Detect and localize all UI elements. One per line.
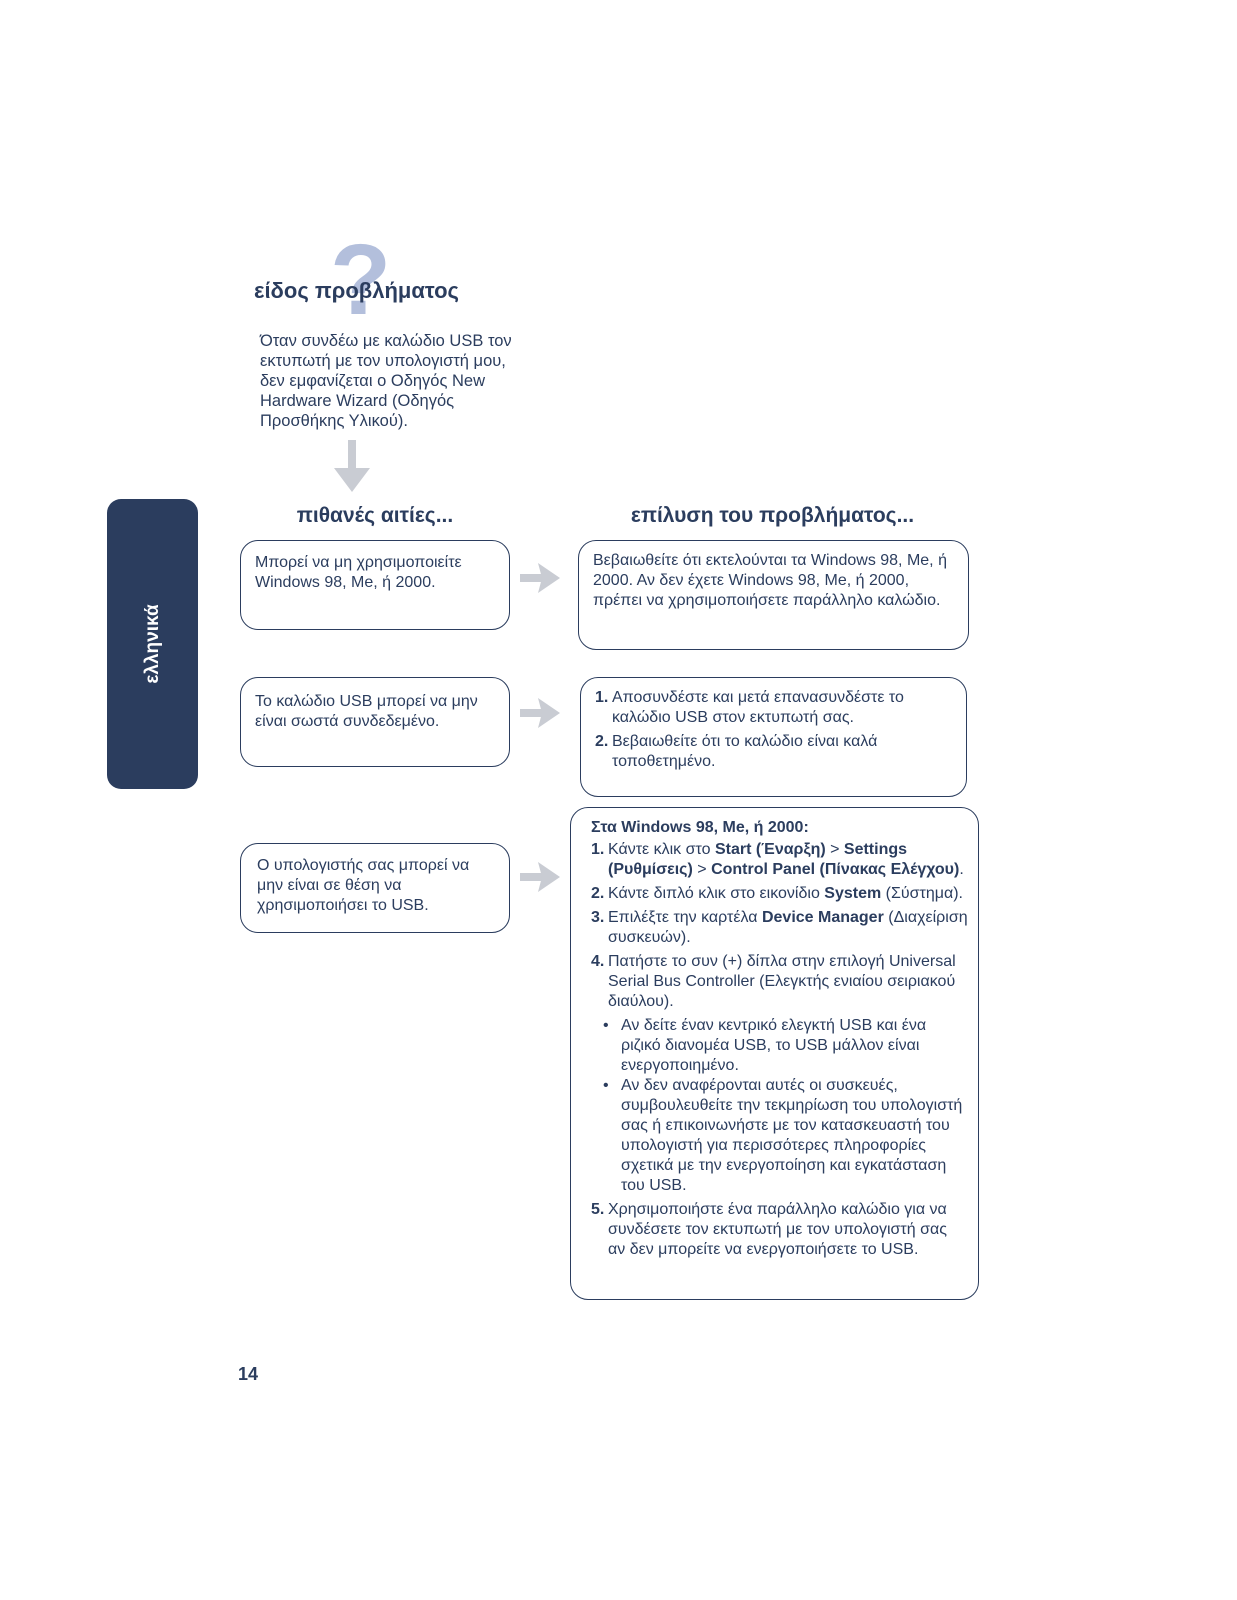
solution-box-1: [578, 540, 969, 650]
solution-heading: επίλυση του προβλήματος...: [630, 504, 915, 527]
list-item: • Αν δεν αναφέρονται αυτές οι συσκευές, συμβουλευθείτε την τεκμηρίωση του υπολογιστή σας ή επικοινωνήστε με τον κατασκευαστή του υπολογιστή για περισσότερες πληροφορίες σχετικά με την ενεργοποίηση και εγκατάσταση του USB.: [603, 1077, 963, 1194]
right-arrow-icon: [520, 698, 560, 728]
solution-box-2: [580, 677, 967, 797]
list-item: 2. Βεβαιωθείτε ότι το καλώδιο είναι καλά τοποθετημένο.: [595, 733, 878, 770]
list-item: 1. Αποσυνδέστε και μετά επανασυνδέστε το καλώδιο USB στον εκτυπωτή σας.: [595, 689, 904, 726]
page-number: 14: [238, 1364, 259, 1384]
cause-box-2: [240, 677, 510, 767]
solution-3-title: Στα Windows 98, Me, ή 2000:: [591, 819, 809, 836]
cause-box-3: [240, 843, 510, 933]
cause-box-1: [240, 540, 510, 630]
down-arrow-icon: [334, 440, 370, 492]
problem-description: Όταν συνδέω με καλώδιο USB τον εκτυπωτή με τον υπολογιστή μου, δεν εμφανίζεται ο Οδηγός New Hardware Wizard (Οδηγός Προσθήκης Υλικού).: [260, 332, 512, 430]
list-item: 4. Πατήστε το συν (+) δίπλα στην επιλογή Universal Serial Bus Controller (Ελεγκτής ενιαίου σειριακού διαύλου).: [591, 953, 956, 1010]
list-item: 5. Χρησιμοποιήστε ένα παράλληλο καλώδιο για να συνδέσετε τον εκτυπωτή με τον υπολογιστή σας αν δεν μπορείτε να ενεργοποιήσετε το USB.: [591, 1201, 947, 1258]
solution-3-steps-cont: [591, 1200, 968, 1260]
list-item: 3. Επιλέξτε την καρτέλα Device Manager (Διαχείριση συσκευών).: [591, 909, 968, 946]
right-arrow-icon: [520, 862, 560, 892]
list-item: 1. Κάντε κλικ στο Start (Έναρξη) > Settings (Ρυθμίσεις) > Control Panel (Πίνακας Ελέγχου).: [591, 841, 964, 878]
question-mark-icon: ?: [330, 224, 392, 336]
problem-title: είδος προβλήματος: [254, 278, 459, 303]
cause-text-2: Το καλώδιο USB μπορεί να μην είναι σωστά συνδεδεμένο.: [255, 693, 478, 730]
solution-text-1: Βεβαιωθείτε ότι εκτελούνται τα Windows 98, Me, ή 2000. Αν δεν έχετε Windows 98, Me, ή 2000, πρέπει να χρησιμοποιήσετε παράλληλο καλώδιο.: [593, 552, 947, 609]
list-item: 2. Κάντε διπλό κλικ στο εικονίδιο System (Σύστημα).: [591, 885, 963, 902]
cause-text-3: Ο υπολογιστής σας μπορεί να μην είναι σε θέση να χρησιμοποιήσει το USB.: [257, 857, 470, 914]
solution-2-steps: [595, 688, 952, 772]
causes-heading: πιθανές αιτίες...: [296, 504, 454, 527]
solution-3-steps: [591, 840, 968, 1012]
right-arrow-icon: [520, 563, 560, 593]
list-item: • Αν δείτε έναν κεντρικό ελεγκτή USB και ένα ριζικό διανομέα USB, το USB μάλλον είναι ενεργοποιημένο.: [603, 1017, 927, 1074]
cause-text-1: Μπορεί να μη χρησιμοποιείτε Windows 98, Me, ή 2000.: [255, 554, 462, 591]
language-tab: [107, 499, 198, 789]
solution-3-bullets: [591, 1016, 968, 1196]
language-tab-label: ελληνικά: [141, 604, 163, 684]
solution-box-3: [570, 807, 979, 1300]
